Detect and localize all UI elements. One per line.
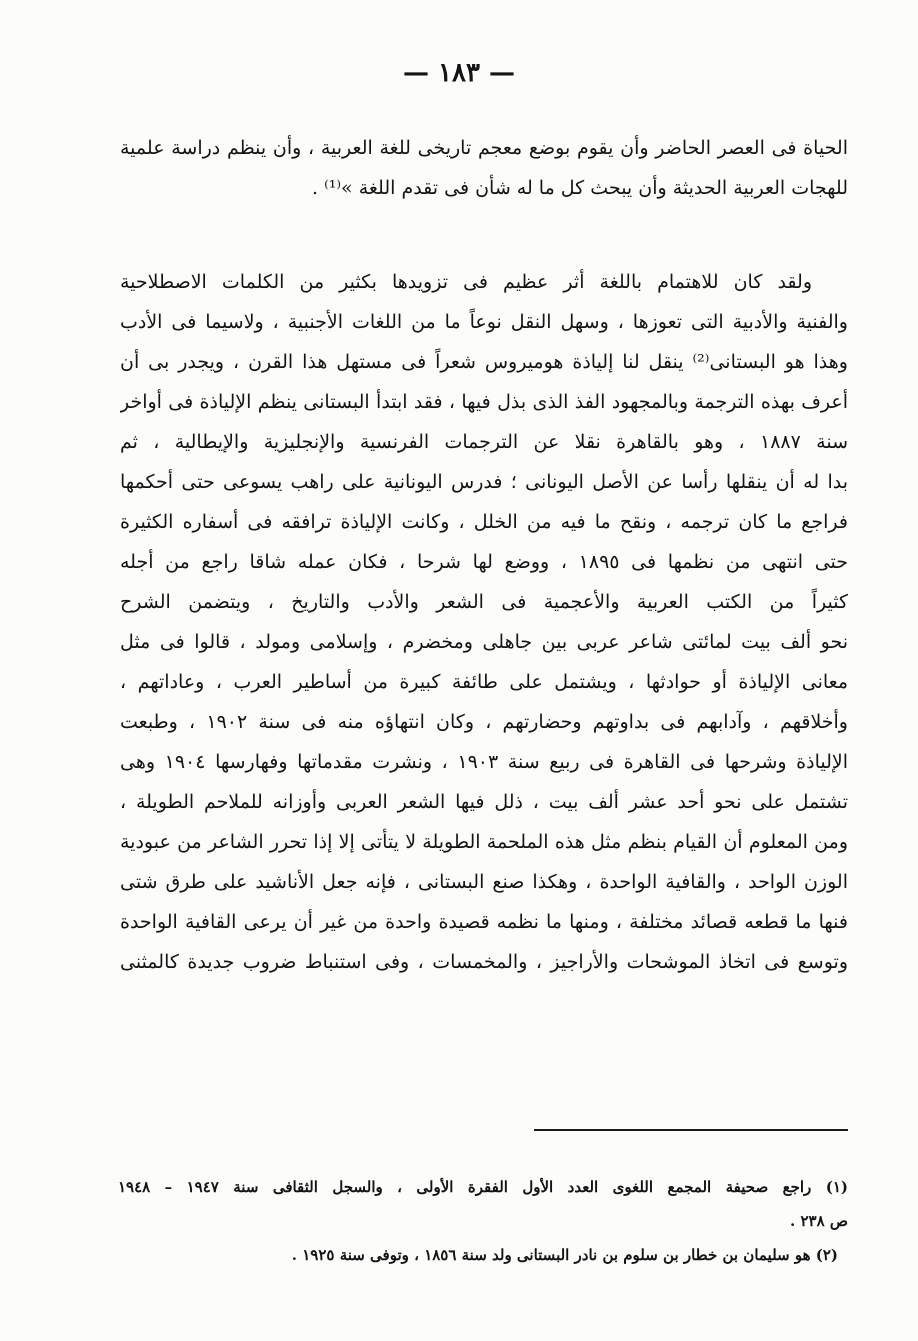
footnotes: [118, 1170, 848, 1272]
text-line: ولقد كان للاهتمام باللغة أثر عظيم فى تزويدها بكثير من الكلمات الاصطلاحية: [120, 271, 812, 293]
footnote-1-continuation: ص ٢٣٨ .: [790, 1212, 848, 1230]
text-line: معانى الإلياذة أو حوادثها ، ويشتمل على طائفة كبيرة من أساطير العرب ، وعاداتهم ،: [120, 671, 848, 693]
text-line: للهجات العربية الحديثة وأن يبحث كل ما له شأن فى تقدم اللغة »⁽¹⁾ .: [311, 177, 848, 199]
text-line: فنها ما قطعه قصائد مختلفة ، ومنها ما نظمه قصيدة واحدة من غير أن يرعى القافية الواحدة: [120, 911, 848, 933]
text-line: أعرف بهذه الترجمة وبالمجهود الفذ الذى بذل فيها ، فقد ابتدأ البستانى ينظم الإلياذة فى أواخر: [120, 391, 848, 413]
text-line: الوزن الواحد ، والقافية الواحدة ، وهكذا صنع البستانى ، فإنه جعل الأناشيد على طرق شتى: [120, 871, 848, 893]
text-line: فراجع ما كان ترجمه ، ونقح ما فيه من الخلل ، وكانت الإلياذة ترافقه فى أسفاره الكثيرة: [120, 511, 848, 533]
footnote-divider: [534, 1129, 848, 1131]
text-line: الإلياذة وشرحها فى القاهرة فى ربيع سنة ١٩٠٣ ، ونشرت مقدماتها وفهارسها ١٩٠٤ وهى: [120, 751, 848, 773]
text-line: والفنية والأدبية التى تعوزها ، وسهل النقل نوعاً ما من اللغات الأجنبية ، ولاسيما فى الأدب: [120, 311, 848, 333]
paragraph-main: [120, 262, 848, 982]
text-line: بدا له أن ينقلها رأسا عن الأصل اليونانى ؛ فدرس اليونانية على راهب يسوعى حتى أحكمها: [120, 471, 848, 493]
text-line: ومن المعلوم أن القيام بنظم مثل هذه الملحمة الطويلة لا يتأتى إلا إذا تحرر الشاعر من عبودية: [120, 831, 848, 853]
paragraph-continuation: [120, 128, 848, 208]
text-line: حتى انتهى من نظمها فى ١٨٩٥ ، ووضع لها شرحا ، فكان عمله شاقا راجع من أجله: [120, 551, 848, 573]
text-line: وهذا هو البستانى⁽²⁾ ينقل لنا إلياذة هوميروس شعراً فى مستهل هذا القرن ، ويجدر بى أن: [120, 351, 848, 373]
page-number: — ١٨٣ —: [402, 58, 516, 88]
text-line: سنة ١٨٨٧ ، وهو بالقاهرة نقلا عن الترجمات الفرنسية والإنجليزية والإيطالية ، ثم: [120, 431, 848, 453]
text-line: كثيراً من الكتب العربية والأعجمية فى الشعر والأدب والتاريخ ، ويتضمن الشرح: [120, 591, 848, 613]
text-line: نحو ألف بيت لمائتى شاعر عربى بين جاهلى ومخضرم ، وإسلامى ومولد ، قالوا فى مثل: [120, 631, 848, 653]
text-line: الحياة فى العصر الحاضر وأن يقوم بوضع معجم تاريخى للغة العربية ، وأن ينظم دراسة علمية: [120, 137, 848, 159]
footnote-1: (١) راجع صحيفة المجمع اللغوى العدد الأول الفقرة الأولى ، والسجل الثقافى سنة ١٩٤٧ – ١٩٤٨: [118, 1178, 848, 1196]
text-line: وأخلاقهم ، وآدابهم فى بداوتهم وحضارتهم ، وكان انتهاؤه منه فى سنة ١٩٠٢ ، وطبعت: [120, 711, 848, 733]
text-line: تشتمل على نحو أحد عشر ألف بيت ، ذلل فيها الشعر العربى وأوزانه للملاحم الطويلة ،: [120, 791, 848, 813]
text-line: وتوسع فى اتخاذ الموشحات والأراجيز ، والمخمسات ، وفى استنباط ضروب جديدة كالمثنى: [120, 951, 848, 973]
footnote-2: (٢) هو سليمان بن خطار بن سلوم بن نادر البستانى ولد سنة ١٨٥٦ ، وتوفى سنة ١٩٢٥ .: [291, 1246, 838, 1264]
